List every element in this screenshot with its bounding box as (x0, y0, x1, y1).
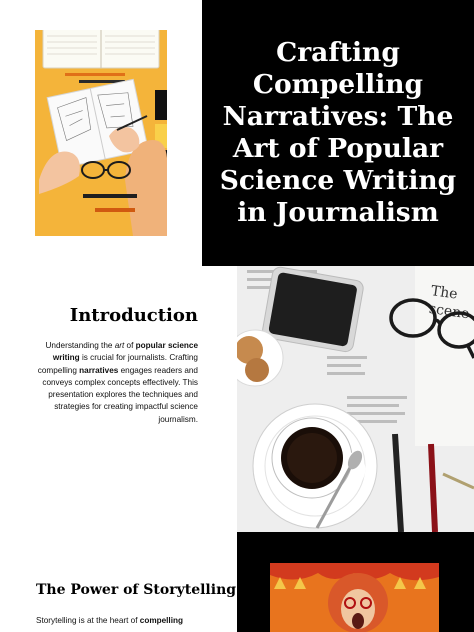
desk-notebook-photo (35, 30, 167, 236)
title-panel (202, 0, 474, 266)
storytelling-paragraph: Storytelling is at the heart of compelling (36, 616, 183, 625)
svg-text:The: The (429, 283, 459, 303)
page-title: Crafting Compelling Narratives: The Art of Popular Science Writing in Journalism (219, 37, 457, 228)
stage-performer-photo (270, 563, 439, 632)
intro-heading: Introduction (69, 305, 198, 326)
coffee-newspaper-photo (237, 266, 474, 532)
intro-paragraph: Understanding the art of popular science writing is crucial for journalists. Crafting compelling narratives engages readers and conveys complex concepts effectively. This presentation explores the techniques and strategies for creating impactful science journalism. (37, 341, 198, 424)
storytelling-heading: The Power of Storytelling (36, 582, 237, 598)
svg-text:scene: scene (427, 300, 471, 323)
